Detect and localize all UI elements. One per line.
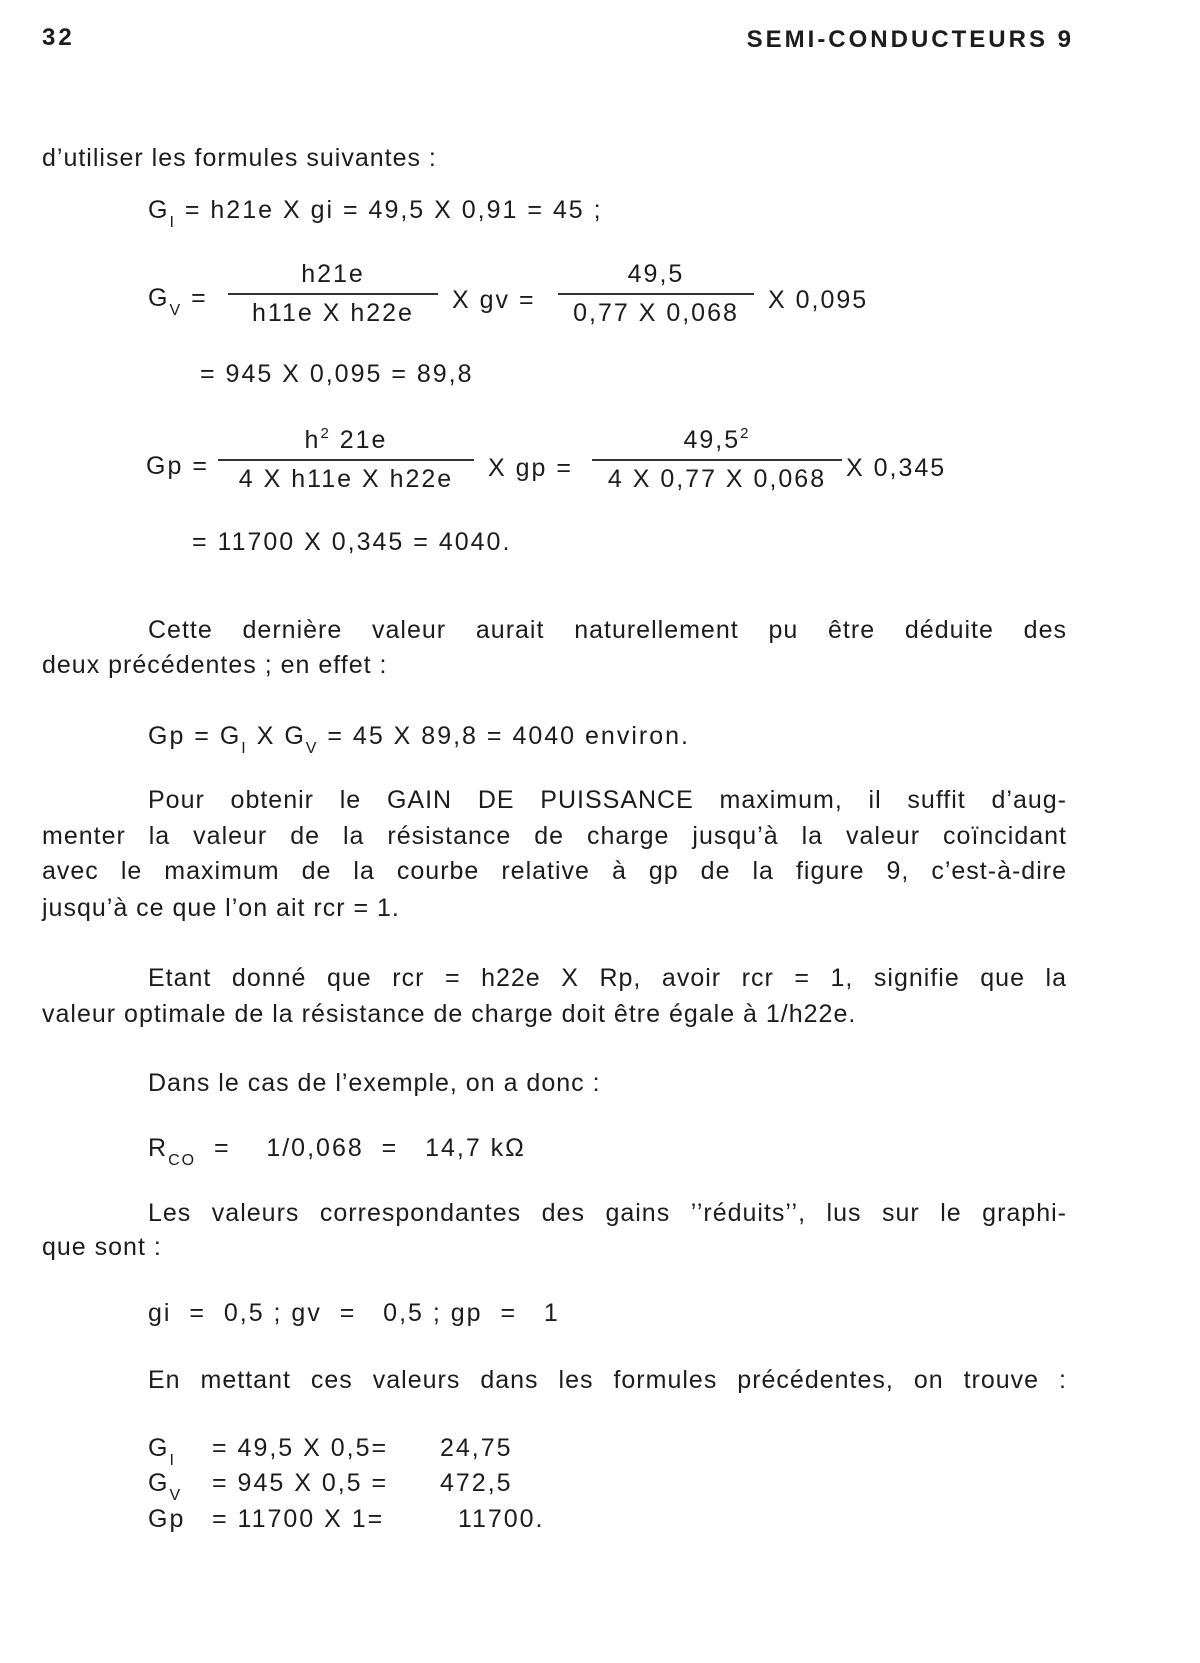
paragraph-4: Dans le cas de l’exemple, on a donc : [148,1069,601,1097]
intro-text: d’utiliser les formules suivantes : [42,144,437,172]
paragraph-6: En mettant ces valeurs dans les formules précédentes, on trouve : [148,1366,1067,1394]
equation-reduced-gains: gi = 0,5 ; gv = 0,5 ; gp = 1 [148,1299,560,1327]
equation-rco: $R_{CO}$ = 1/0,068 = 14,7 kΩ [148,1134,526,1169]
page-number: 32 [42,24,75,51]
equation-gp-result: = 11700 X 0,345 = 4040. [192,528,512,556]
equation-gv-result: = 945 X 0,095 = 89,8 [200,360,474,388]
running-title: SEMI-CONDUCTEURS 9 [746,26,1074,53]
equation-gi: $G_I = h21e$ X gi = 49,5 X 0,91 = 45 ; [148,196,603,231]
equation-gp-product: $Gp = G_I$ X $G_V = 45$ X 89,8 = 4040 environ. [148,722,690,757]
